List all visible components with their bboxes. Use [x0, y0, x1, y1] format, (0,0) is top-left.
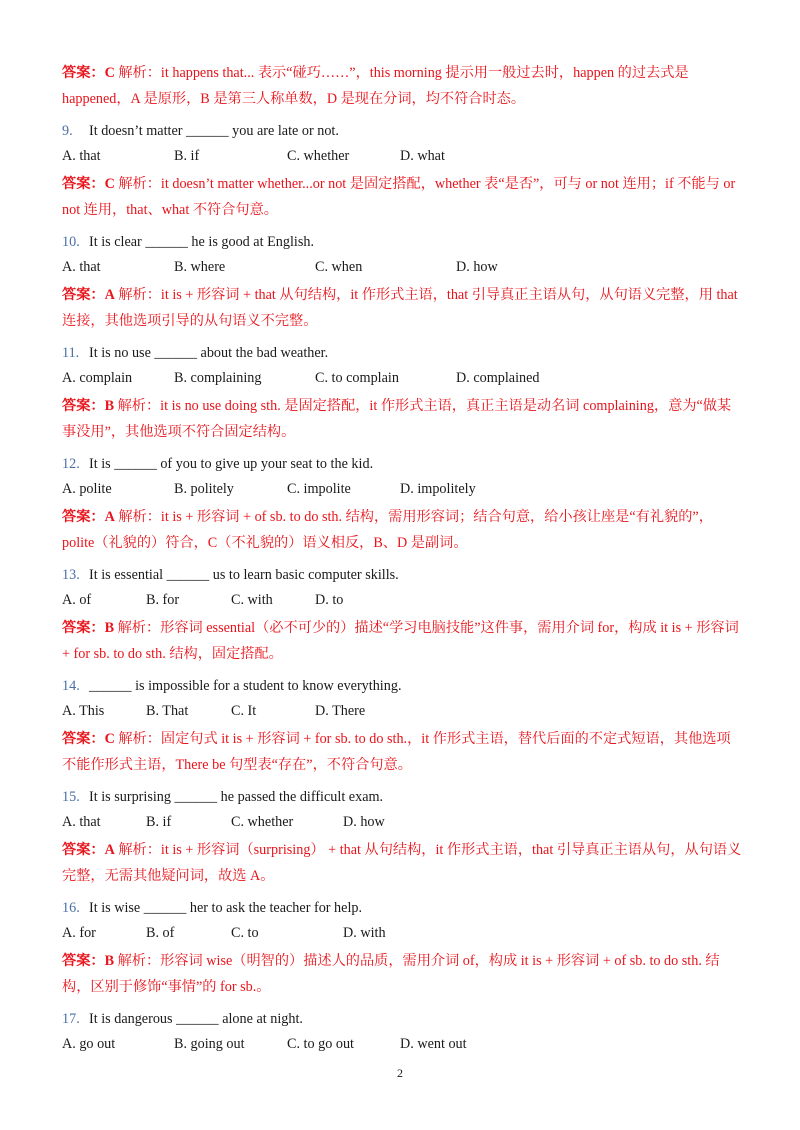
question-text: It is ______ of you to give up your seat to the kid. — [89, 456, 374, 472]
question-item — [62, 676, 742, 778]
answer-explanation — [62, 837, 742, 889]
option-a: A. that — [62, 814, 101, 830]
answer-label: 答案：C — [62, 65, 115, 81]
option-b: B. if — [174, 148, 200, 164]
option-b: B. complaining — [174, 370, 262, 386]
question-item — [62, 121, 742, 223]
option-row — [62, 1034, 742, 1056]
option-d: D. complained — [456, 370, 540, 386]
page-number: 2 — [397, 1066, 403, 1080]
option-row — [62, 146, 742, 168]
question-item — [62, 343, 742, 445]
option-b: B. for — [146, 592, 180, 608]
option-b: B. going out — [174, 1036, 245, 1052]
option-b: B. That — [146, 703, 189, 719]
option-c: C. when — [315, 259, 363, 275]
question-text: It is dangerous ______ alone at night. — [89, 1011, 303, 1027]
option-d: D. with — [343, 925, 386, 941]
answer-label: 答案：A — [62, 842, 115, 858]
answer-explanation — [62, 393, 742, 445]
answer-label: 答案：C — [62, 731, 115, 747]
question-number: 16. — [62, 900, 80, 916]
question-number: 11. — [62, 345, 80, 361]
option-a: A. that — [62, 148, 101, 164]
question-line — [62, 898, 742, 918]
option-row — [62, 479, 742, 501]
option-b: B. where — [174, 259, 226, 275]
answer-explanation — [62, 948, 742, 1000]
answer-explanation — [62, 726, 742, 778]
option-d: D. how — [456, 259, 498, 275]
option-c: C. whether — [287, 148, 350, 164]
explanation-text: 解析：it is + 形容词 + that 从句结构，it 作形式主语，that 引导真正主语从句，从句语义完整，用 that 连接，其他选项引导的从句语义不完整。 — [62, 287, 738, 329]
option-c: C. to go out — [287, 1036, 355, 1052]
answer-label: 答案：C — [62, 176, 115, 192]
explanation-text: 解析：it happens that... 表示“碰巧……”，this morning 提示用一般过去时，happen 的过去式是 happened，A 是原形，B 是第三人称单数，D 是现在分词，均不符合时态。 — [62, 65, 689, 107]
question-text: It is essential ______ us to learn basic computer skills. — [89, 567, 399, 583]
option-b: B. if — [146, 814, 172, 830]
option-b: B. of — [146, 925, 175, 941]
question-item — [62, 898, 742, 1000]
question-item — [62, 454, 742, 556]
question-text: It is surprising ______ he passed the difficult exam. — [89, 789, 384, 805]
option-a: A. that — [62, 259, 101, 275]
question-item — [62, 565, 742, 667]
option-a: A. This — [62, 703, 105, 719]
question-line — [62, 232, 742, 252]
explanation-text: 解析：it is + 形容词（surprising） + that 从句结构，it 作形式主语，that 引导真正主语从句，从句语义完整，无需其他疑问词，故选 A。 — [62, 842, 742, 884]
question-line — [62, 787, 742, 807]
option-row — [62, 368, 742, 390]
question-number: 17. — [62, 1011, 80, 1027]
answer-explanation — [62, 171, 742, 223]
answer-explanation — [62, 504, 742, 556]
option-d: D. impolitely — [400, 481, 476, 497]
question-line — [62, 565, 742, 585]
option-c: C. It — [231, 703, 257, 719]
option-row — [62, 701, 742, 723]
option-row — [62, 590, 742, 612]
option-c: C. whether — [231, 814, 294, 830]
explanation-text: 解析：固定句式 it is + 形容词 + for sb. to do sth.，it 作形式主语，替代后面的不定式短语，其他选项不能作形式主语，There be 句型表“存在”，不符合句意。 — [62, 731, 731, 773]
question-number: 12. — [62, 456, 80, 472]
option-d: D. went out — [400, 1036, 467, 1052]
question-text: It is wise ______ her to ask the teacher for help. — [89, 900, 363, 916]
explanation-text: 解析：it is + 形容词 + of sb. to do sth. 结构，需用形容词；结合句意，给小孩让座是“有礼貌的”，polite（礼貌的）符合，C（不礼貌的）语义相反，B、D 是副词。 — [62, 509, 713, 551]
answer-explanation — [62, 615, 742, 667]
option-c: C. to — [231, 925, 259, 941]
answer-explanation — [62, 282, 742, 334]
question-line — [62, 454, 742, 474]
question-item — [62, 232, 742, 334]
answer-label: 答案：B — [62, 398, 115, 414]
option-row — [62, 257, 742, 279]
explanation-text: 解析：it doesn’t matter whether...or not 是固定搭配，whether 表“是否”，可与 or not 连用；if 不能与 or not 连用，that、what 不符合句意。 — [62, 176, 736, 218]
question-number: 14. — [62, 678, 80, 694]
answer-label: 答案：A — [62, 287, 115, 303]
question-line — [62, 343, 742, 363]
option-row — [62, 812, 742, 834]
option-a: A. complain — [62, 370, 133, 386]
option-a: A. for — [62, 925, 96, 941]
option-a: A. of — [62, 592, 92, 608]
answer-label: 答案：A — [62, 509, 115, 525]
option-c: C. to complain — [315, 370, 399, 386]
question-item — [62, 787, 742, 889]
explanation-text: 解析：it is no use doing sth. 是固定搭配，it 作形式主语，真正主语是动名词 complaining，意为“做某事没用”，其他选项不符合固定结构。 — [62, 398, 732, 440]
question-text: ______ is impossible for a student to know everything. — [89, 678, 402, 694]
question-line — [62, 121, 742, 141]
question-number: 13. — [62, 567, 80, 583]
explanation-text: 解析：形容词 wise（明智的）描述人的品质，需用介词 of，构成 it is + 形容词 + of sb. to do sth. 结构，区别于修饰“事情”的 for sb.。 — [62, 953, 720, 995]
option-a: A. polite — [62, 481, 112, 497]
question-line — [62, 1009, 742, 1029]
answer-label: 答案：B — [62, 953, 115, 969]
option-a: A. go out — [62, 1036, 116, 1052]
option-d: D. to — [315, 592, 344, 608]
question-number: 15. — [62, 789, 80, 805]
question-line — [62, 676, 742, 696]
document-page — [62, 60, 742, 1059]
option-d: D. There — [315, 703, 366, 719]
option-c: C. with — [231, 592, 273, 608]
explanation-text: 解析：形容词 essential（必不可少的）描述“学习电脑技能”这件事，需用介词 for，构成 it is + 形容词 + for sb. to do sth. 结构，固定搭配。 — [62, 620, 739, 662]
question-number: 9. — [62, 123, 73, 139]
question-text: It is no use ______ about the bad weather. — [89, 345, 329, 361]
question-text: It is clear ______ he is good at English. — [89, 234, 314, 250]
question-number: 10. — [62, 234, 80, 250]
option-row — [62, 923, 742, 945]
answer-label: 答案：B — [62, 620, 115, 636]
option-b: B. politely — [174, 481, 234, 497]
answer-explanation — [62, 60, 742, 112]
question-text: It doesn’t matter ______ you are late or not. — [89, 123, 339, 139]
question-item — [62, 1009, 742, 1056]
option-d: D. how — [343, 814, 385, 830]
option-c: C. impolite — [287, 481, 351, 497]
option-d: D. what — [400, 148, 445, 164]
